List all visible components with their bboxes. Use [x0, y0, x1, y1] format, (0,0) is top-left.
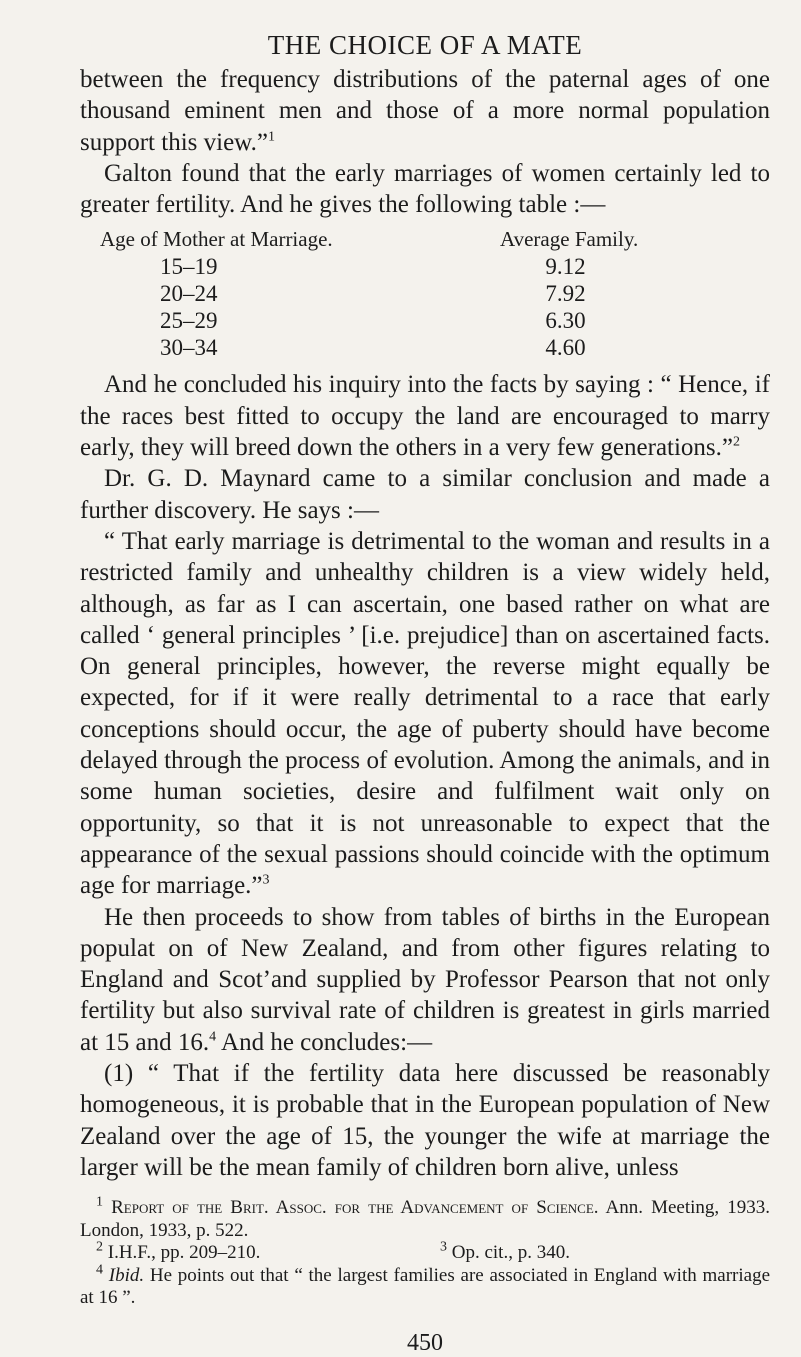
table-header-age: Age of Mother at Marriage. [100, 227, 333, 252]
table-cell-family: 6.30 [545, 308, 586, 334]
paragraph-7: (1) “ That if the fertility data here discussed be reasonably homogeneous, it is probable that in the European population of New Zealand over the age of 15, the younger the wife at marriage the larger will be the mean family of children born alive, unless [80, 1060, 770, 1181]
paragraph-5 [80, 526, 770, 902]
paragraph-6 [80, 902, 770, 1058]
table-row [80, 334, 770, 361]
table-cell-age: 15–19 [160, 254, 218, 280]
footnote-4-ibid: Ibid. [108, 1264, 145, 1286]
paragraph-2: Galton found that the early marriages of women certainly led to greater fertility. And he gives the following table :— [80, 159, 770, 219]
paragraph-1-text: between the frequency distributions of the paternal ages of one thousand eminent men and those of a more normal population support this view.” [80, 66, 770, 156]
table-row [80, 280, 770, 307]
footnote-row-2-3 [80, 1239, 770, 1265]
paragraph-4: Dr. G. D. Maynard came to a similar conclusion and made a further discovery. He says :— [80, 465, 770, 524]
paragraph-1 [80, 64, 770, 158]
table-header-family: Average Family. [500, 227, 639, 252]
footnote-3 [440, 1239, 570, 1265]
table-cell-family: 4.60 [545, 335, 586, 361]
table-row [80, 253, 770, 280]
running-head: THE CHOICE OF A MATE [267, 30, 583, 60]
footnote-4 [80, 1262, 770, 1310]
footnote-4-text: He points out that “ the largest families are associated in England with marriage at 16 ”. [80, 1264, 770, 1309]
footnote-2-text: I.H.F., pp. 209–210. [107, 1242, 261, 1264]
footnote-ref-1: 1 [267, 129, 275, 145]
paragraph-6-tail: And he concludes:— [216, 1028, 433, 1056]
table-cell-age: 30–34 [160, 335, 218, 361]
footnote-ref-2: 2 [733, 434, 741, 450]
footnote-1-mark: 1 [96, 1194, 103, 1210]
footnote-1-title: Report of the Brit. Assoc. for the Advancement of Science. [111, 1197, 599, 1219]
footnote-4-mark: 4 [96, 1262, 103, 1278]
table-cell-age: 25–29 [160, 308, 218, 334]
footnote-2 [80, 1239, 440, 1265]
footnote-ref-4: 4 [209, 1029, 217, 1045]
paragraph-5-text: “ That early marriage is detrimental to the woman and results in a restricted family and unhealthy children is a view widely held, although, as far as I can ascertain, one based rather on what are called ‘ general principles ’ [i.e. prejudice] than on ascertained facts. On general principles, however, the reverse might equally be expected, for if it were really detrimental to a race that early conceptions should occur, the age of puberty should have become delayed through the process of evolution. Among the animals, and in some human societies, desire and fulfilment wait only on opportunity, so that it is not unreasonable to expect that the appearance of the sexual passions should coincide with the optimum age for marriage.” [80, 527, 770, 900]
table-header-row [80, 226, 770, 253]
paragraph-3-text: And he concluded his inquiry into the facts by saying : “ Hence, if the races best fitted to occupy the land are encouraged to marry early, they will breed down the others in a very few generations.” [80, 371, 770, 462]
footnote-1-rest: Ann. Meeting, 1933. London, 1933, p. 522. [80, 1197, 771, 1241]
footnote-3-text: Op. cit., p. 340. [451, 1242, 570, 1264]
body-text-continued [80, 369, 770, 1183]
paragraph-6-text: He then proceeds to show from tables of births in the European populat on of New Zealand, and from other figures relating to England and Scot’and supplied by Professor Pearson that not only fertility but also survival rate of children is greatest in girls married at 15 and 16. [80, 903, 770, 1056]
footnote-3-mark: 3 [440, 1239, 447, 1255]
paragraph-3 [80, 369, 770, 463]
table-cell-family: 9.12 [545, 254, 586, 280]
body-text [80, 64, 770, 220]
table-cell-family: 7.92 [545, 281, 586, 307]
footnote-ref-3: 3 [262, 872, 270, 888]
book-page [80, 28, 770, 1357]
table-cell-age: 20–24 [160, 281, 218, 307]
table-row [80, 307, 770, 334]
footnote-2-mark: 2 [96, 1239, 103, 1255]
fertility-table [80, 226, 770, 361]
footnote-1 [80, 1194, 771, 1242]
page-number: 450 [407, 1329, 443, 1356]
footnotes [80, 1194, 771, 1310]
